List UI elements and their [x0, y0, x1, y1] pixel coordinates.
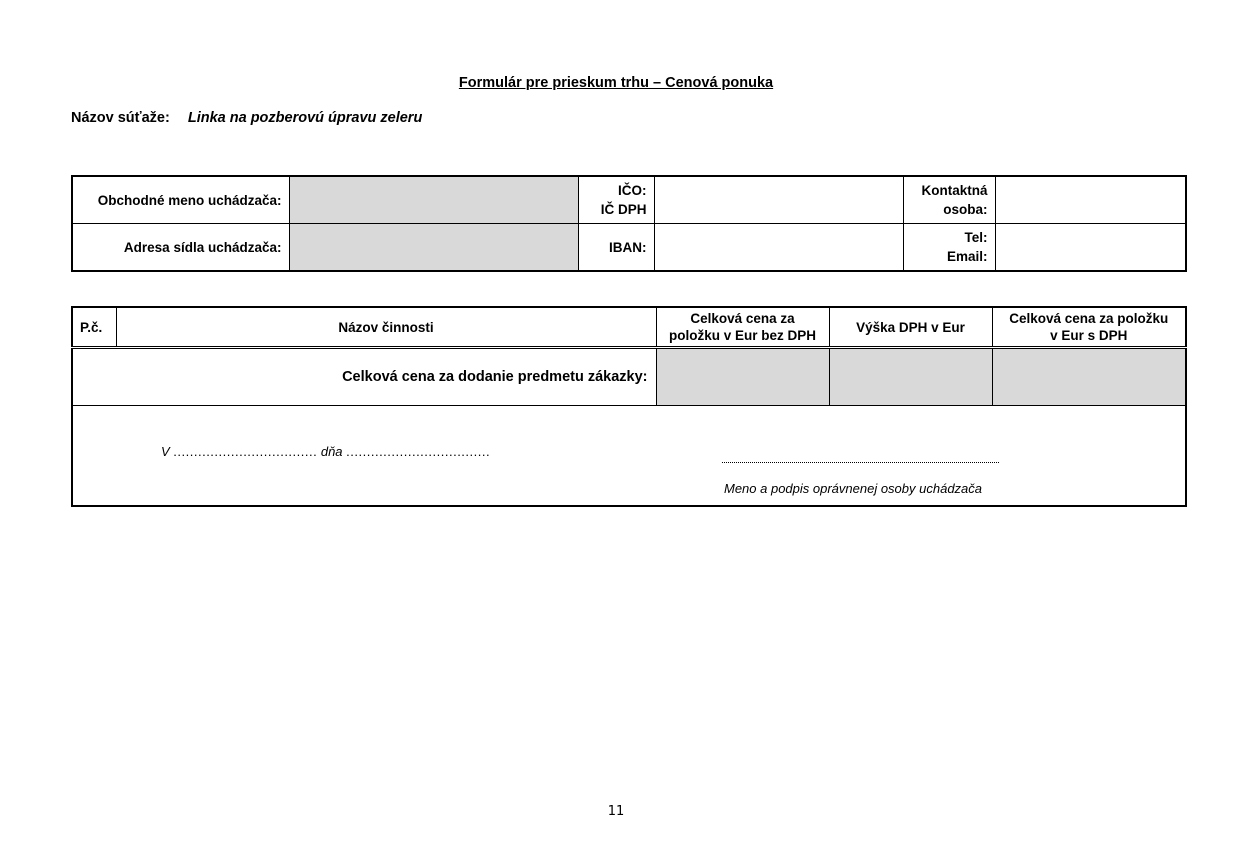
header-price-without-vat-1: Celková cena za	[690, 311, 795, 326]
header-price-without-vat-2: položku v Eur bez DPH	[668, 328, 817, 343]
ic-dph-label: IČ DPH	[600, 202, 647, 217]
ico-field[interactable]	[654, 176, 903, 224]
price-header-row	[72, 307, 1186, 348]
total-vat-field[interactable]	[829, 348, 992, 406]
contact-person-label-1: Kontaktná	[921, 183, 988, 198]
tel-label: Tel:	[964, 230, 988, 245]
email-label: Email:	[946, 249, 988, 264]
price-table	[71, 306, 1187, 507]
header-price-with-vat-2: v Eur s DPH	[1050, 328, 1128, 343]
competition-value: Linka na pozberovú úpravu zeleru	[187, 110, 423, 126]
total-row	[72, 348, 1186, 406]
header-price-with-vat	[992, 307, 1186, 348]
signature-row	[72, 406, 1186, 507]
header-vat: Výška DPH v Eur	[829, 307, 992, 348]
applicant-row-name	[72, 176, 1186, 224]
ico-label-cell	[578, 176, 654, 224]
total-with-vat-field[interactable]	[992, 348, 1186, 406]
address-label: Adresa sídla uchádzača:	[72, 224, 289, 272]
applicant-table	[71, 175, 1187, 272]
company-name-label: Obchodné meno uchádzača:	[72, 176, 289, 224]
competition-name	[71, 110, 422, 126]
header-price-with-vat-1: Celková cena za položku	[1009, 311, 1169, 326]
ico-label: IČO:	[618, 183, 647, 198]
address-field[interactable]	[289, 224, 578, 272]
page-number: 11	[607, 804, 625, 819]
iban-label: IBAN:	[578, 224, 654, 272]
applicant-row-address	[72, 224, 1186, 272]
place-date-line	[161, 444, 490, 459]
place-field[interactable]: ...................................	[173, 444, 318, 459]
total-without-vat-field[interactable]	[656, 348, 829, 406]
contact-person-label-cell	[903, 176, 995, 224]
form-title: Formulár pre prieskum trhu – Cenová ponuka	[458, 75, 774, 91]
iban-field[interactable]	[654, 224, 903, 272]
signature-line[interactable]	[722, 450, 999, 463]
date-field[interactable]: ...................................	[346, 444, 491, 459]
header-no: P.č.	[72, 307, 116, 348]
header-activity: Názov činnosti	[116, 307, 656, 348]
signature-cell	[72, 406, 1186, 507]
company-name-field[interactable]	[289, 176, 578, 224]
contact-person-field[interactable]	[995, 176, 1186, 224]
tel-email-label-cell	[903, 224, 995, 272]
total-label: Celková cena za dodanie predmetu zákazky:	[72, 348, 656, 406]
tel-email-field[interactable]	[995, 224, 1186, 272]
date-word: dňa	[320, 444, 343, 459]
contact-person-label-2: osoba:	[943, 202, 988, 217]
place-prefix: V	[161, 444, 170, 459]
competition-label: Názov súťaže:	[71, 110, 170, 126]
header-price-without-vat	[656, 307, 829, 348]
signature-caption: Meno a podpis oprávnenej osoby uchádzača	[724, 481, 983, 496]
